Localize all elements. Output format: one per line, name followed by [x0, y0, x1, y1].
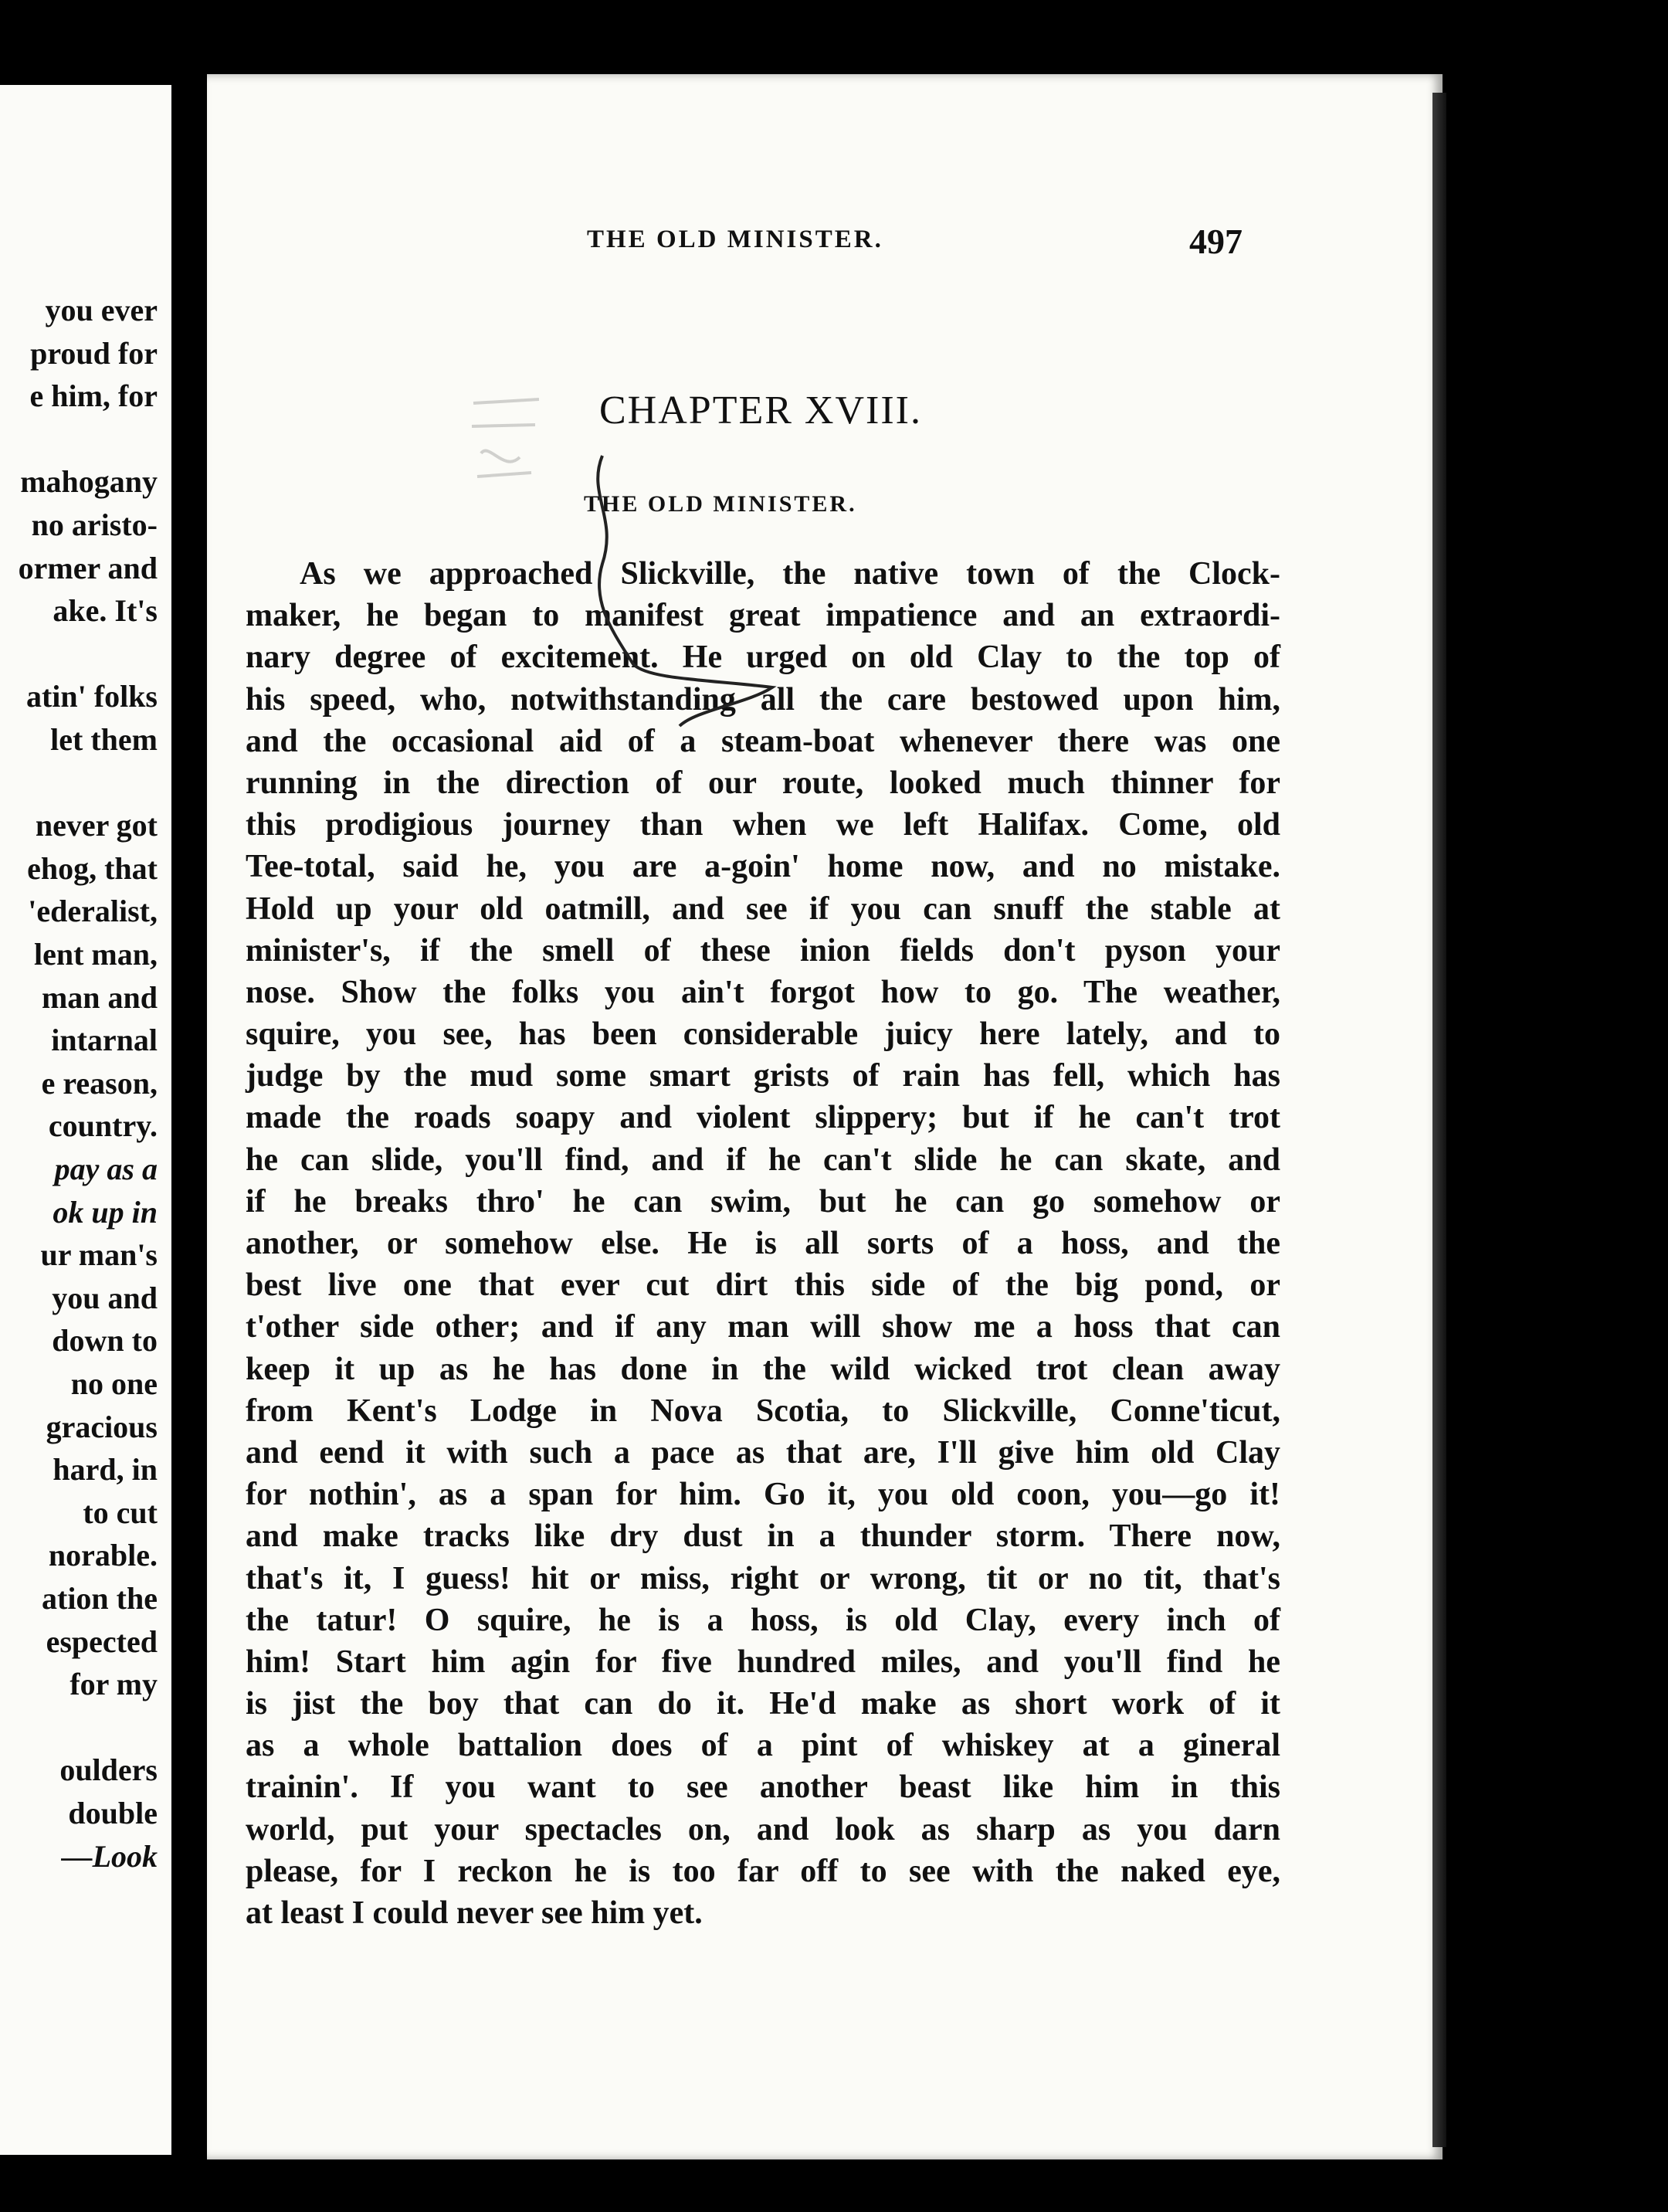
left-page-line: intarnal [51, 1023, 158, 1058]
faint-stamp-mark [466, 380, 551, 488]
left-page-line: atin' folks [25, 679, 158, 714]
left-page-line: country. [48, 1108, 158, 1144]
text-line: at least I could never see him yet. [246, 1895, 703, 1931]
left-page-line: double [68, 1796, 158, 1830]
previous-page-fragment [0, 85, 171, 2155]
text-line: keep it up as he has done in the wild wicked trot clean away [246, 1351, 1280, 1387]
left-page-line: to cut [83, 1494, 158, 1530]
left-page-line: ur man's [40, 1237, 158, 1273]
page-edge [1432, 93, 1446, 2147]
left-page-line: for my [70, 1667, 158, 1702]
text-line: As we approached Slickville, the native town of the Clock- [300, 556, 1280, 592]
left-page-line: —Look [61, 1838, 158, 1874]
text-line: as a whole battalion does of a pint of whiskey at a gineral [246, 1728, 1280, 1764]
text-line: t'other side other; and if any man will show me a hoss that can [246, 1309, 1280, 1345]
left-page-line: never got [35, 808, 158, 843]
left-page-line: ormer and [18, 550, 158, 585]
text-line: and eend it with such a pace as that are, I'll give him old Clay [246, 1434, 1280, 1471]
left-page-line: pay as a [54, 1152, 158, 1186]
left-page-line: let them [50, 722, 158, 757]
left-page-line: norable. [48, 1538, 158, 1573]
text-line: judge by the mud some smart grists of rain has fell, which has [246, 1058, 1280, 1094]
text-line: and make tracks like dry dust in a thunder storm. There now, [246, 1518, 1280, 1555]
chapter-title: CHAPTER XVIII. [599, 388, 922, 433]
left-page-line: you ever [45, 293, 158, 327]
text-line: world, put your spectacles on, and look as sharp as you darn [246, 1811, 1280, 1847]
left-page-line: you and [52, 1280, 158, 1315]
text-line: and the occasional aid of a steam-boat whenever there was one [246, 723, 1280, 759]
left-page-line: ok up in [53, 1194, 158, 1230]
left-page-line: e him, for [29, 378, 158, 414]
left-page-line: gracious [46, 1409, 158, 1444]
left-page-line: ehog, that [27, 850, 158, 886]
text-line: for nothin', as a span for him. Go it, you old coon, you—go it! [246, 1477, 1280, 1513]
left-page-line: mahogany [20, 464, 158, 500]
left-page-line: espected [46, 1623, 158, 1659]
text-line: nary degree of excitement. He urged on old Clay to the top of [246, 640, 1280, 676]
text-line: him! Start him agin for five hundred miles, and you'll find he [246, 1644, 1280, 1680]
text-line: minister's, if the smell of these inion fields don't pyson your [246, 932, 1280, 969]
text-line: this prodigious journey than when we left Halifax. Come, old [246, 807, 1280, 843]
text-line: Tee-total, said he, you are a-goin' home now, and no mistake. [246, 849, 1280, 885]
running-head: THE OLD MINISTER. [587, 226, 883, 253]
text-line: the tatur! O squire, he is a hoss, is old Clay, every inch of [246, 1602, 1280, 1638]
left-page-line: no aristo- [31, 507, 158, 542]
left-page-line: hard, in [53, 1452, 158, 1488]
left-page-line: no one [70, 1366, 158, 1401]
text-line: nose. Show the folks you ain't forgot how to go. The weather, [246, 974, 1280, 1010]
book-gutter [171, 77, 208, 2163]
left-page-line: man and [41, 979, 158, 1015]
left-page-line: oulders [59, 1752, 158, 1788]
text-line: running in the direction of our route, looked much thinner for [246, 765, 1280, 801]
section-title: THE OLD MINISTER. [584, 491, 857, 517]
text-line: please, for I reckon he is too far off to see with the naked eye, [246, 1853, 1280, 1889]
left-page-line: down to [52, 1323, 158, 1359]
left-page-line: 'ederalist, [28, 894, 158, 929]
text-line: squire, you see, has been considerable juicy here lately, and to [246, 1016, 1280, 1053]
text-line: another, or somehow else. He is all sorts of a hoss, and the [246, 1226, 1280, 1261]
text-line: that's it, I guess! hit or miss, right or wrong, tit or no tit, that's [246, 1560, 1280, 1596]
text-line: best live one that ever cut dirt this side of the big pond, or [246, 1267, 1280, 1304]
text-line: Hold up your old oatmill, and see if you can snuff the stable at [246, 891, 1280, 927]
page-number: 497 [1189, 222, 1243, 261]
text-line: trainin'. If you want to see another beast like him in this [246, 1769, 1280, 1806]
left-page-line: e reason, [41, 1065, 158, 1101]
text-line: if he breaks thro' he can swim, but he can go somehow or [246, 1183, 1280, 1220]
left-page-line: ation the [42, 1581, 158, 1616]
text-line: from Kent's Lodge in Nova Scotia, to Slickville, Conne'ticut, [246, 1393, 1280, 1429]
pencil-annotation-mark [571, 448, 803, 772]
text-line: is jist the boy that can do it. He'd make as short work of it [246, 1686, 1280, 1722]
left-page-line: ake. It's [53, 593, 158, 629]
text-line: made the roads soapy and violent slippery; but if he can't trot [246, 1100, 1280, 1136]
text-line: his speed, who, notwithstanding all the care bestowed upon him, [246, 681, 1280, 718]
text-line: he can slide, you'll find, and if he can't slide he can skate, and [246, 1142, 1280, 1178]
text-line: maker, he began to manifest great impatience and an extraordi- [246, 598, 1280, 634]
left-page-line: lent man, [34, 937, 158, 972]
left-page-line: proud for [30, 335, 158, 371]
